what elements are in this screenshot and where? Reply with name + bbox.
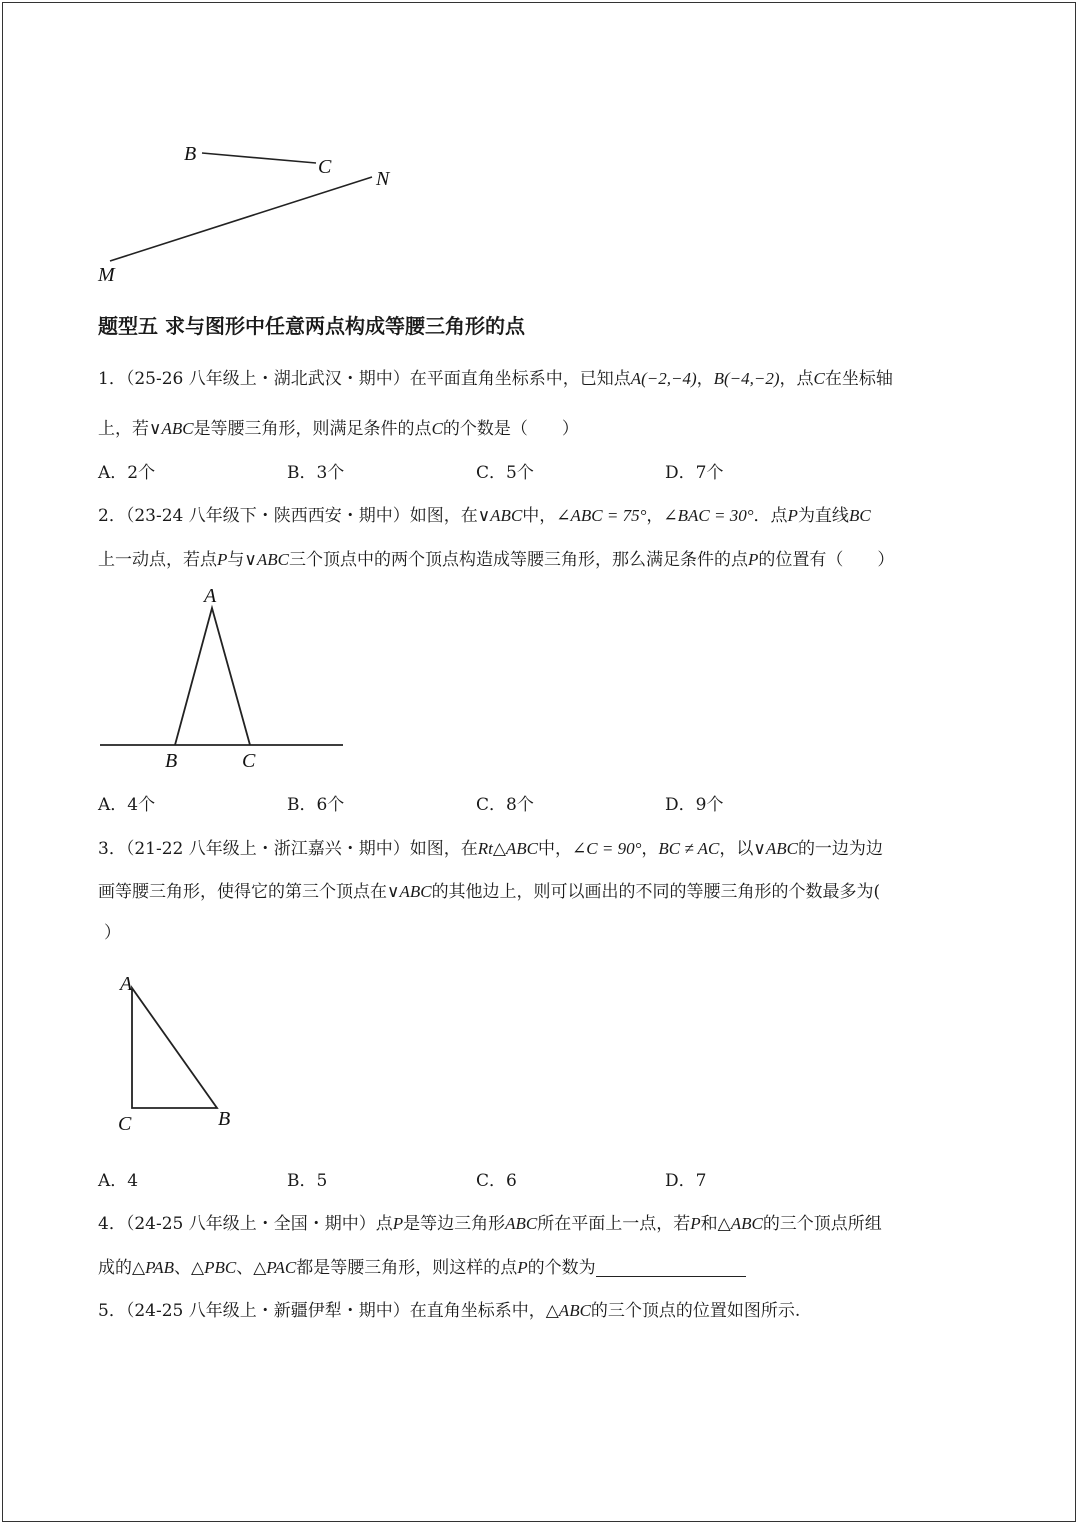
q2-option-b[interactable]: B．6个 bbox=[287, 795, 345, 815]
section-title: 题型五 求与图形中任意两点构成等腰三角形的点 bbox=[98, 314, 525, 338]
triangle-abc bbox=[175, 608, 250, 745]
q3-line1: 3．（21-22 八年级上・浙江嘉兴・期中）如图，在Rt△ABC中，∠C = 90°，BC ≠ AC，以∨ABC的一边为边 bbox=[98, 839, 883, 859]
figure-segments-bc-mn bbox=[90, 135, 420, 295]
figure-q3-right-triangle bbox=[110, 970, 260, 1140]
q1-option-a[interactable]: A．2个 bbox=[98, 463, 156, 483]
label-c: C bbox=[242, 750, 256, 772]
point-a: A(−2,−4) bbox=[630, 369, 697, 388]
label-b: B bbox=[165, 750, 178, 772]
angle-bac: ∠BAC = 30° bbox=[663, 506, 754, 525]
segment-mn bbox=[110, 177, 372, 261]
label-a: A bbox=[204, 585, 217, 607]
q4-line2: 成的△PAB、△PBC、△PAC都是等腰三角形，则这样的点P的个数为 bbox=[98, 1253, 984, 1278]
label-n: N bbox=[376, 168, 390, 190]
label-a: A bbox=[120, 973, 133, 995]
q2-line2: 上一动点，若点P与∨ABC三个顶点中的两个顶点构造成等腰三角形，那么满足条件的点P的位置有（ ） bbox=[98, 550, 895, 570]
angle-c: ∠C = 90° bbox=[572, 839, 642, 858]
q3-option-a[interactable]: A．4 bbox=[98, 1171, 139, 1191]
label-b: B bbox=[184, 143, 197, 165]
q2-option-a[interactable]: A．4个 bbox=[98, 795, 156, 815]
q3-option-d[interactable]: D．7 bbox=[665, 1171, 707, 1191]
q3-option-b[interactable]: B．5 bbox=[287, 1171, 328, 1191]
q3-line2: 画等腰三角形，使得它的第三个顶点在∨ABC的其他边上，则可以画出的不同的等腰三角形的个数最多为( bbox=[98, 882, 881, 902]
q1-option-d[interactable]: D．7个 bbox=[665, 463, 724, 483]
q4-line1: 4．（24-25 八年级上・全国・期中）点P是等边三角形ABC所在平面上一点，若P和△ABC的三个顶点所组 bbox=[98, 1214, 882, 1234]
q2-line1: 2．（23-24 八年级下・陕西西安・期中）如图，在∨ABC中，∠ABC = 75°，∠BAC = 30°．点P为直线BC bbox=[98, 506, 871, 526]
figure-q2-triangle bbox=[95, 580, 355, 775]
point-b: B(−4,−2) bbox=[713, 369, 780, 388]
q2-option-c[interactable]: C．8个 bbox=[476, 795, 534, 815]
q1-option-c[interactable]: C．5个 bbox=[476, 463, 534, 483]
label-c: C bbox=[118, 1113, 132, 1135]
q1-line1: 1．（25-26 八年级上・湖北武汉・期中）在平面直角坐标系中，已知点A(−2,−4)，B(−4,−2)，点C在坐标轴 bbox=[98, 369, 893, 389]
label-c: C bbox=[318, 156, 332, 178]
q2-option-d[interactable]: D．9个 bbox=[665, 795, 724, 815]
bc-neq-ac: BC ≠ AC bbox=[658, 839, 720, 858]
segment-bc bbox=[202, 153, 316, 163]
q4-answer-blank[interactable] bbox=[596, 1258, 746, 1277]
q3-line3: ） bbox=[104, 923, 121, 943]
q1-line2: 上，若∨ABC是等腰三角形，则满足条件的点C的个数是（ ） bbox=[98, 419, 579, 439]
q1-option-b[interactable]: B．3个 bbox=[287, 463, 345, 483]
triangle-abc bbox=[132, 988, 217, 1108]
q3-option-c[interactable]: C．6 bbox=[476, 1171, 517, 1191]
label-m: M bbox=[98, 264, 115, 286]
q5-line1: 5．（24-25 八年级上・新疆伊犁・期中）在直角坐标系中，△ABC的三个顶点的位置如图所示. bbox=[98, 1301, 801, 1321]
angle-abc: ∠ABC = 75° bbox=[556, 506, 647, 525]
label-b: B bbox=[218, 1108, 231, 1130]
